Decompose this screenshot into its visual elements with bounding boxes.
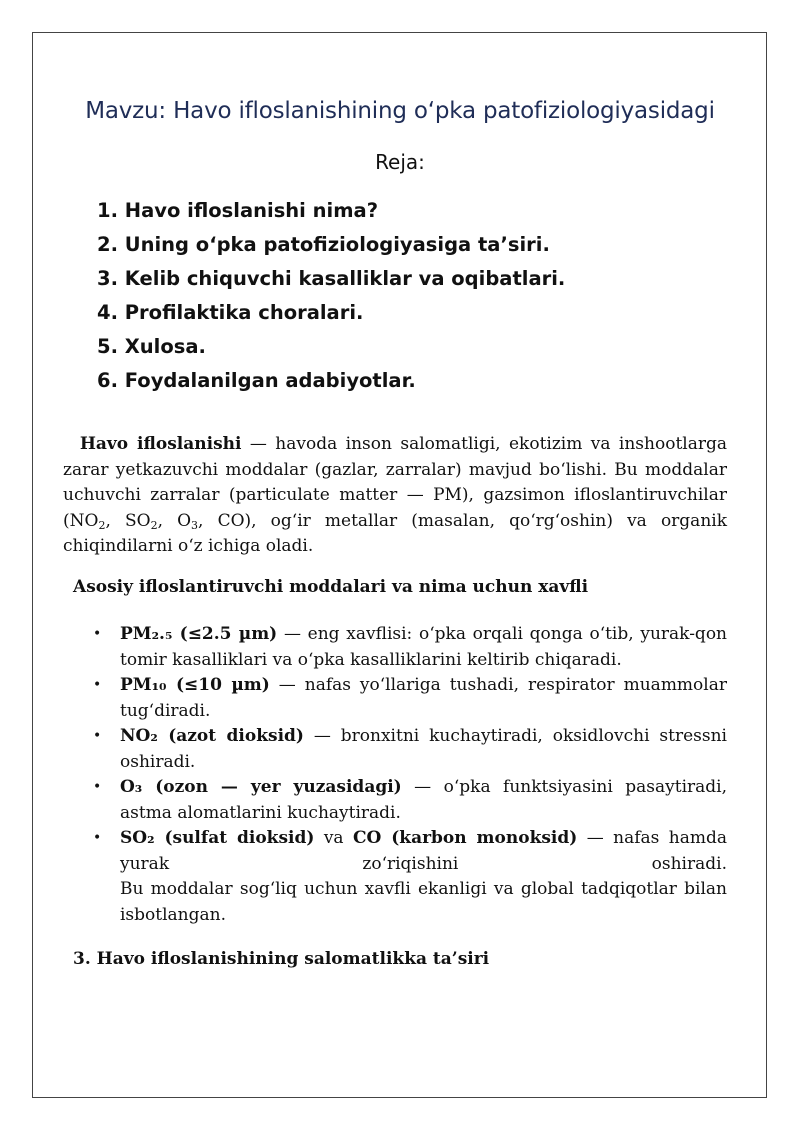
list-item <box>93 673 727 724</box>
pollutant-desc: — nafas yo‘llariga tushadi, respirator muammolar tug‘diradi. <box>120 675 727 721</box>
bullet-icon: • <box>93 626 102 642</box>
section-heading-health-effects: 3. Havo ifloslanishining salomatlikka ta’siri <box>73 949 490 969</box>
pollutant-line <box>120 852 727 878</box>
plan-item: 4. Profilaktika choralari. <box>97 301 364 324</box>
list-item <box>93 775 727 826</box>
word: zo‘riqishini <box>362 853 459 874</box>
pollutant-name: PM₂.₅ (≤2.5 µm) <box>120 624 278 644</box>
pollutant-desc: — nafas hamda <box>577 828 728 848</box>
plan-item: 1. Havo ifloslanishi nima? <box>97 199 379 222</box>
plan-list <box>97 197 565 401</box>
plan-item: 3. Kelib chiquvchi kasalliklar va oqibatlari. <box>97 267 566 290</box>
bullet-icon: • <box>93 830 102 846</box>
document-title: Mavzu: Havo ifloslanishining o‘pka patofiziologiyasidagi <box>85 98 715 124</box>
intro-text: , CO), og‘ir metallar (masalan, qo‘rg‘oshin) va organik chiqindilarni o‘z ichiga oladi. <box>63 510 728 556</box>
plan-item: 2. Uning o‘pka patofiziologiyasiga ta’siri. <box>97 233 550 256</box>
word: yurak <box>120 853 170 874</box>
pollutant-list <box>93 622 727 928</box>
pollutant-name: O₃ (ozon — yer yuzasidagi) <box>120 777 402 797</box>
intro-text: — havoda inson salomatligi, ekotizim va inshootlarga zarar yetkazuvchi moddalar (gazlar, zarralar) mavjud bo‘lishi. Bu moddalar uchuvchi zarralar (particulate matter — PM), gazsimon ifloslantiruvchilar (NO <box>63 434 727 531</box>
page-border <box>32 32 767 1098</box>
list-item <box>93 622 727 673</box>
pollutant-name: NO₂ (azot dioksid) <box>120 726 304 746</box>
pollutant-desc: — bronxitni kuchaytiradi, oksidlovchi stressni oshiradi. <box>120 726 727 772</box>
plan-item: 5. Xulosa. <box>97 335 206 358</box>
intro-paragraph <box>63 432 727 560</box>
subscript: 2 <box>150 518 158 532</box>
pollutant-name: PM₁₀ (≤10 µm) <box>120 675 270 695</box>
intro-term: Havo ifloslanishi <box>79 434 242 454</box>
pollutant-joiner: va <box>314 828 353 848</box>
plan-item: 6. Foydalanilgan adabiyotlar. <box>97 369 416 392</box>
pollutant-name: SO₂ (sulfat dioksid) <box>120 828 315 848</box>
section-heading-pollutants: Asosiy ifloslantiruvchi moddalari va nima uchun xavfli <box>73 577 589 597</box>
list-item <box>93 826 727 928</box>
bullet-icon: • <box>93 728 102 744</box>
list-item <box>93 724 727 775</box>
pollutant-line <box>120 826 727 852</box>
subscript: 2 <box>98 518 106 532</box>
pollutant-desc: — o‘pka funktsiyasini pasaytiradi, astma alomatlarini kuchaytiradi. <box>120 777 727 823</box>
pollutant-extra: Bu moddalar sog‘liq uchun xavfli ekanligi va global tadqiqotlar bilan isbotlangan. <box>120 879 727 925</box>
subscript: 3 <box>191 518 199 532</box>
pollutant-name: CO (karbon monoksid) <box>352 828 578 848</box>
plan-heading: Reja: <box>375 150 425 174</box>
intro-text: , O <box>157 510 192 531</box>
word: oshiradi. <box>651 853 727 874</box>
pollutant-desc: — eng xavflisi: o‘pka orqali qonga o‘tib, yurak-qon tomir kasalliklari va o‘pka kasalliklarini keltirib chiqaradi. <box>120 624 727 670</box>
bullet-icon: • <box>93 677 102 693</box>
bullet-icon: • <box>93 779 102 795</box>
intro-text: , SO <box>105 510 151 531</box>
